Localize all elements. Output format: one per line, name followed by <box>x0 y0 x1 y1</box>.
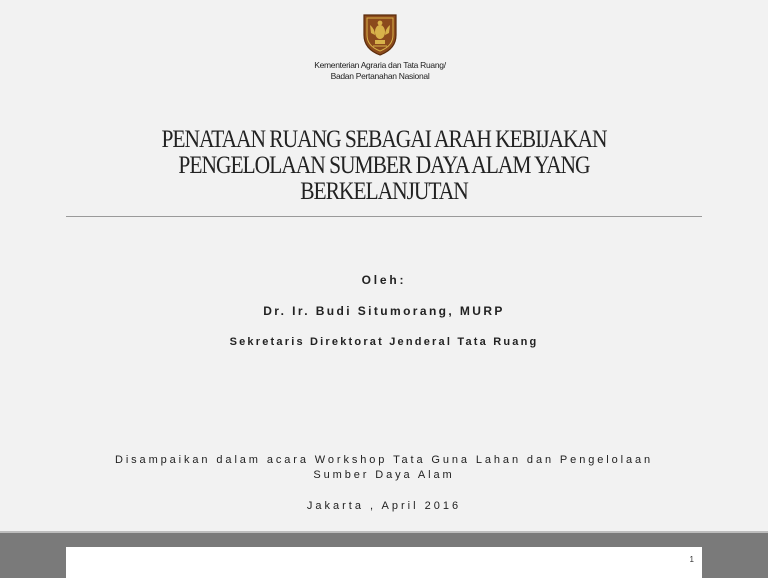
by-label: Oleh: <box>361 273 407 287</box>
event-description <box>20 453 748 483</box>
footer-bar <box>0 531 768 578</box>
presenter-position: Sekretaris Direktorat Jenderal Tata Ruang <box>229 336 539 348</box>
event-line-1: Disampaikan dalam acara Workshop Tata Guna Lahan dan Pengelolaan <box>114 454 654 466</box>
ministry-line-1: Kementerian Agraria dan Tata Ruang/ <box>314 60 446 70</box>
event-date: Jakarta , April 2016 <box>306 500 462 512</box>
title-line-1: PENATAAN RUANG SEBAGAI ARAH KEBIJAKAN <box>161 126 607 153</box>
event-line-2: Sumber Daya Alam <box>313 469 455 481</box>
presenter-name: Dr. Ir. Budi Situmorang, MURP <box>263 304 505 318</box>
page-number: 1 <box>689 555 694 564</box>
title-line-2: PENGELOLAAN SUMBER DAYA ALAM YANG <box>178 152 590 179</box>
footer-panel <box>66 547 702 578</box>
ministry-name <box>230 60 530 82</box>
slide-title <box>111 127 658 205</box>
title-divider <box>66 216 702 217</box>
garuda-emblem-icon <box>361 9 399 57</box>
ministry-line-2: Badan Pertanahan Nasional <box>330 71 430 81</box>
presenter-block <box>66 272 702 350</box>
title-line-3: BERKELANJUTAN <box>300 178 468 205</box>
